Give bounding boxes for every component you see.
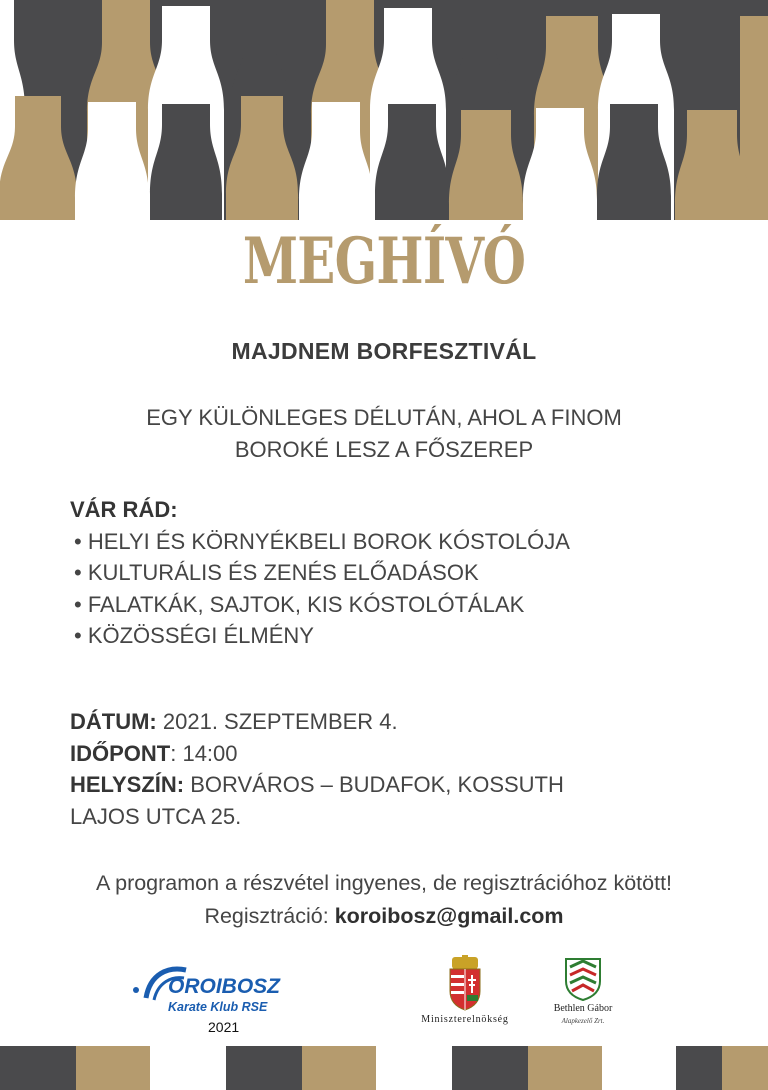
strip-block [452,1046,528,1090]
date-value: 2021. SZEPTEMBER 4. [156,709,398,734]
offers-heading: VÁR RÁD: [70,497,178,522]
bethlen-shield-icon [538,955,628,1001]
karate-club-name: OROIBOSZ [168,975,281,998]
strip-block [226,1046,302,1090]
strip-block [150,1046,226,1090]
bethlen-sub: Alapkezelő Zrt. [561,1017,605,1025]
page-title: MEGHÍVÓ [242,224,526,299]
bottom-pattern-strip [0,1046,768,1090]
ministry-logo [404,955,526,1035]
strip-block [76,1046,150,1090]
bethlen-logo [538,955,628,1035]
bethlen-name: Bethlen Gábor [553,1003,613,1014]
place-value: BORVÁROS – BUDAFOK, KOSSUTH [184,772,564,797]
place-row [70,769,564,801]
registration-label: Regisztráció: [204,904,335,928]
date-row [70,706,564,738]
karate-club-sub: Karate Klub RSE [168,1000,268,1014]
place-label: HELYSZÍN: [70,772,185,797]
tagline-line-2: BOROKÉ LESZ A FŐSZEREP [234,437,534,462]
offer-item: • KÖZÖSSÉGI ÉLMÉNY [74,623,314,648]
place-row-2: LAJOS UTCA 25. [70,803,242,829]
bottles-banner [0,0,768,220]
strip-block [376,1046,452,1090]
time-row [70,738,564,770]
strip-block [676,1046,722,1090]
karate-swoosh-icon [128,960,318,1020]
coat-of-arms-icon [404,955,526,1013]
strip-block [722,1046,768,1090]
registration-note: A programon a részvétel ingyenes, de regisztrációhoz kötött! [95,871,673,895]
tagline [0,402,768,466]
offer-item: • FALATKÁK, SAJTOK, KIS KÓSTOLÓTÁLAK [74,591,525,617]
ministry-name: Miniszterelnökség [421,1014,509,1025]
time-value: : 14:00 [170,740,238,766]
registration-email[interactable]: koroibosz@gmail.com [334,904,564,928]
offers-list [70,494,570,652]
offer-item: • KULTURÁLIS ÉS ZENÉS ELŐADÁSOK [74,560,479,585]
registration-info [0,867,768,933]
strip-block [528,1046,602,1090]
event-name: MAJDNEM BORFESZTIVÁL [231,338,537,364]
strip-block [0,1046,76,1090]
strip-block [602,1046,676,1090]
tagline-line-1: EGY KÜLÖNLEGES DÉLUTÁN, AHOL A FINOM [146,405,622,430]
strip-block [302,1046,376,1090]
event-details [70,706,564,832]
offer-item: • HELYI ÉS KÖRNYÉKBELI BOROK KÓSTOLÓJA [74,528,570,554]
logo-year: 2021 [208,1019,240,1035]
time-label: IDŐPONT [70,740,171,766]
date-label: DÁTUM: [70,709,157,734]
